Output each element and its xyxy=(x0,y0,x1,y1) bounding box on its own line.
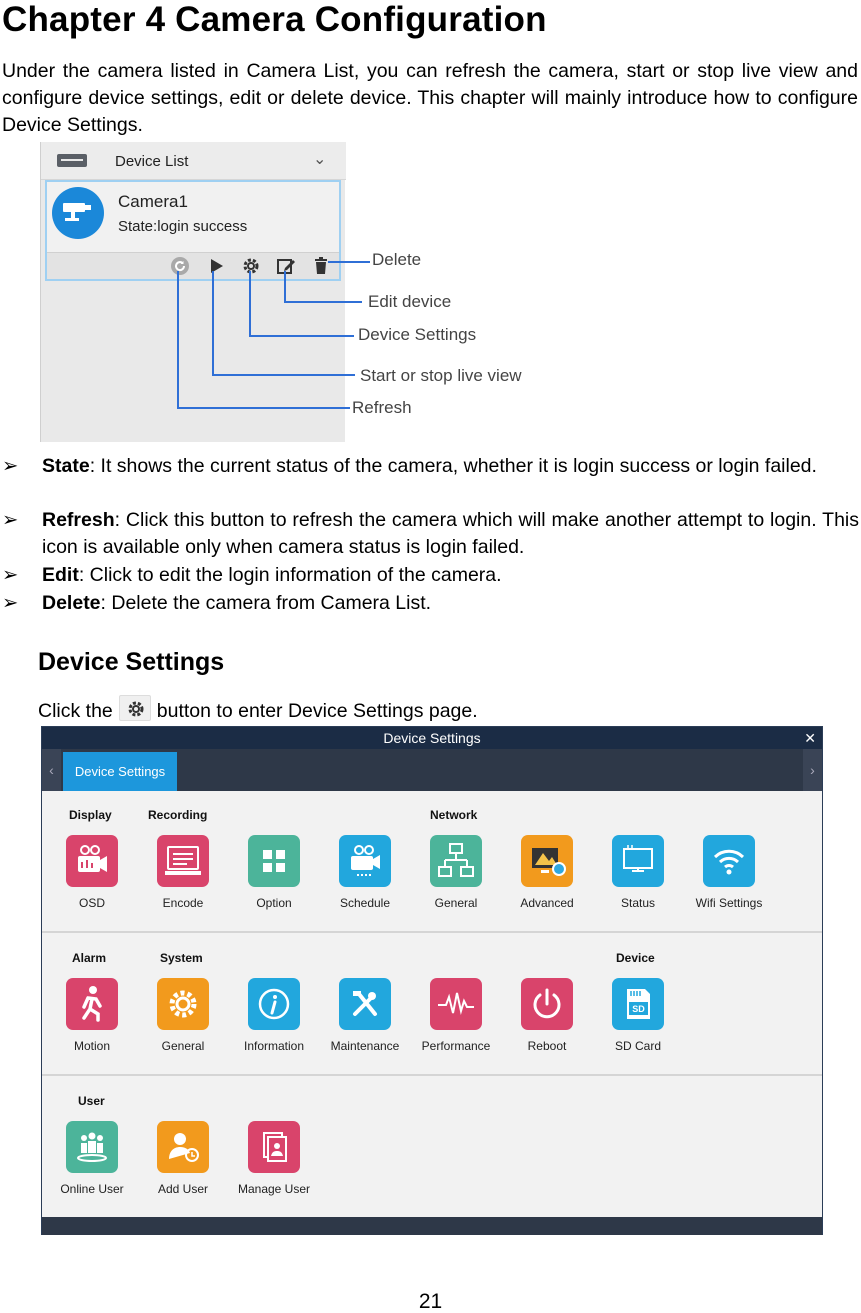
sdcard-tile[interactable] xyxy=(612,978,664,1030)
page-number: 21 xyxy=(418,1290,443,1313)
manage-user-tile[interactable] xyxy=(248,1121,300,1173)
sdcard-label: SD Card xyxy=(614,1039,661,1053)
online-user-tile[interactable] xyxy=(66,1121,118,1173)
gear-icon xyxy=(157,978,209,1030)
arrow-bullet-icon: ➢ xyxy=(2,564,19,586)
camera-name: Camera1 xyxy=(118,192,188,211)
group-system: System xyxy=(160,951,203,965)
group-display: Display xyxy=(69,808,112,822)
arrow-bullet-icon: ➢ xyxy=(2,455,19,477)
close-icon[interactable]: ✕ xyxy=(804,730,816,746)
chevron-down-icon[interactable]: ⌄ xyxy=(313,151,327,168)
window-title: Device Settings xyxy=(42,727,822,749)
maintenance-tile[interactable] xyxy=(339,978,391,1030)
status-label: Status xyxy=(620,896,656,910)
manage-user-icon xyxy=(248,1121,300,1173)
section-heading: Device Settings xyxy=(38,648,225,676)
wifi-tile[interactable] xyxy=(703,835,755,887)
running-person-icon xyxy=(66,978,118,1030)
callout-edit-device: Edit device xyxy=(368,292,452,311)
section-divider xyxy=(42,931,822,933)
network-icon xyxy=(430,835,482,887)
grid-icon xyxy=(248,835,300,887)
encode-label: Encode xyxy=(162,896,204,910)
window-footer xyxy=(42,1217,822,1235)
device-list-icon xyxy=(57,154,87,167)
group-alarm: Alarm xyxy=(72,951,107,965)
network-general-label: General xyxy=(434,896,478,910)
osd-tile[interactable] xyxy=(66,835,118,887)
gear-icon[interactable] xyxy=(241,256,261,276)
network-general-tile[interactable] xyxy=(430,835,482,887)
information-tile[interactable] xyxy=(248,978,300,1030)
tab-device-settings[interactable]: Device Settings xyxy=(63,752,177,791)
tab-bar xyxy=(42,749,822,791)
camera-state: State:login success xyxy=(118,218,248,235)
intro-paragraph: Under the camera listed in Camera List, you can refresh the camera, start or stop live view and configure device settings, edit or delete device. This chapter will mainly introduce how to configure Device Settings. xyxy=(2,60,858,136)
schedule-label: Schedule xyxy=(339,896,391,910)
users-group-icon xyxy=(66,1121,118,1173)
monitor-icon xyxy=(157,835,209,887)
chevron-left-icon[interactable]: ‹ xyxy=(42,749,61,791)
group-user: User xyxy=(78,1094,105,1108)
tools-icon xyxy=(339,978,391,1030)
encode-tile[interactable] xyxy=(157,835,209,887)
group-recording: Recording xyxy=(148,808,208,822)
device-list-figure xyxy=(40,142,345,442)
device-list-title: Device List xyxy=(115,153,189,170)
trash-icon[interactable] xyxy=(311,256,331,276)
advanced-label: Advanced xyxy=(520,896,574,910)
arrow-bullet-icon: ➢ xyxy=(2,509,19,531)
play-icon[interactable] xyxy=(206,256,226,276)
callout-refresh: Refresh xyxy=(352,398,412,417)
chapter-title: Chapter 4 Camera Configuration xyxy=(2,0,547,39)
video-camera-icon xyxy=(66,835,118,887)
performance-label: Performance xyxy=(421,1039,491,1053)
callout-delete: Delete xyxy=(372,250,422,269)
status-tile[interactable] xyxy=(612,835,664,887)
camera-toolbar xyxy=(47,252,339,279)
device-settings-window xyxy=(41,726,823,1235)
option-label: Option xyxy=(256,896,292,910)
osd-label: OSD xyxy=(78,896,105,910)
chevron-right-icon[interactable]: › xyxy=(803,749,822,791)
system-general-tile[interactable] xyxy=(157,978,209,1030)
maintenance-label: Maintenance xyxy=(330,1039,400,1053)
pulse-icon xyxy=(430,978,482,1030)
add-user-tile[interactable] xyxy=(157,1121,209,1173)
edit-icon[interactable] xyxy=(276,256,296,276)
power-icon xyxy=(521,978,573,1030)
section-divider xyxy=(42,1074,822,1076)
reboot-tile[interactable] xyxy=(521,978,573,1030)
motion-label: Motion xyxy=(73,1039,111,1053)
info-icon xyxy=(248,978,300,1030)
wifi-icon xyxy=(703,835,755,887)
reboot-label: Reboot xyxy=(527,1039,567,1053)
camera-card[interactable] xyxy=(45,180,341,281)
wifi-label: Wifi Settings xyxy=(695,896,763,910)
information-label: Information xyxy=(243,1039,305,1053)
group-device: Device xyxy=(616,951,655,965)
camera-icon xyxy=(52,187,104,239)
device-list-header[interactable] xyxy=(41,142,346,180)
performance-tile[interactable] xyxy=(430,978,482,1030)
add-user-label: Add User xyxy=(157,1182,209,1196)
manage-user-label: Manage User xyxy=(237,1182,311,1196)
sd-card-icon xyxy=(612,978,664,1030)
gear-icon xyxy=(119,695,151,721)
system-general-label: General xyxy=(161,1039,205,1053)
callout-device-settings: Device Settings xyxy=(358,325,477,344)
arrow-bullet-icon: ➢ xyxy=(2,592,19,614)
motion-tile[interactable] xyxy=(66,978,118,1030)
option-tile[interactable] xyxy=(248,835,300,887)
advanced-tile[interactable] xyxy=(521,835,573,887)
video-camera-icon xyxy=(339,835,391,887)
svg-text:SD: SD xyxy=(632,1004,645,1014)
group-network: Network xyxy=(430,808,478,822)
add-user-icon xyxy=(157,1121,209,1173)
monitor-gear-icon xyxy=(521,835,573,887)
callout-live-view: Start or stop live view xyxy=(360,366,522,385)
monitor-status-icon xyxy=(612,835,664,887)
schedule-tile[interactable] xyxy=(339,835,391,887)
instruction-line: Click the button to enter Device Settings page. xyxy=(38,695,478,725)
refresh-icon[interactable] xyxy=(170,256,190,276)
online-user-label: Online User xyxy=(60,1182,124,1196)
